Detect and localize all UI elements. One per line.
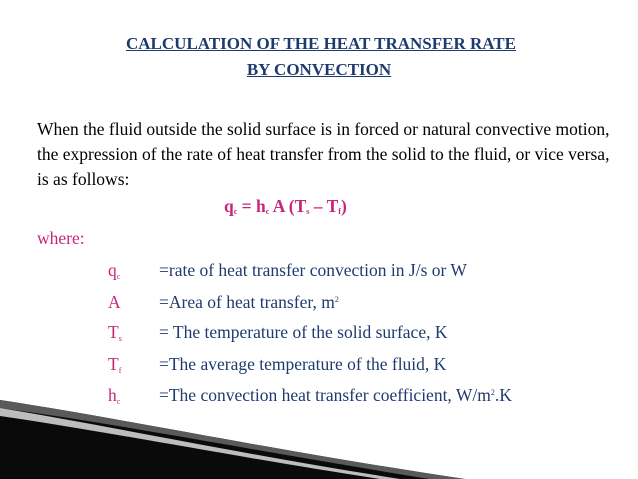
definition-description: =Area of heat transfer, m (159, 292, 335, 312)
formula-q: q (224, 196, 234, 216)
slide-title-line-2: BY CONVECTION (246, 60, 392, 79)
symbol-subscript: s (118, 334, 122, 343)
intro-paragraph: When the fluid outside the solid surface is in forced or natural convective motion, the expression of the rate of heat transfer from the solid to the fluid, or vice versa, is as follows: (37, 119, 610, 189)
symbol-subscript: c (116, 272, 121, 281)
symbol-letter: A (108, 292, 121, 312)
formula-minus-tf: – T (309, 196, 339, 216)
definition-description: =The convection heat transfer coefficient, W/m (159, 385, 491, 405)
decorative-swoosh (0, 400, 638, 479)
symbol-letter: q (108, 260, 117, 280)
definition-symbol (108, 354, 121, 375)
heat-transfer-formula (224, 196, 347, 217)
definition-symbol (108, 292, 121, 313)
definition-symbol (108, 322, 122, 343)
where-label: where: (37, 228, 85, 248)
definition-text (159, 260, 467, 281)
symbol-letter: h (108, 385, 117, 405)
symbol-letter: T (108, 354, 119, 374)
symbol-subscript: c (116, 397, 121, 406)
symbol-subscript: f (118, 366, 122, 375)
formula-ts-subscript: s (306, 207, 310, 216)
unit-tail: .K (494, 385, 512, 405)
definition-text (159, 322, 447, 343)
unit-superscript: 2 (490, 388, 495, 397)
formula-close-paren: ) (340, 196, 347, 216)
unit-superscript: 2 (334, 295, 339, 304)
formula-h-subscript: c (265, 207, 270, 216)
symbol-letter: T (108, 322, 119, 342)
definition-symbol (108, 260, 120, 281)
definition-text (159, 292, 339, 313)
definition-description: = The temperature of the solid surface, K (159, 322, 448, 342)
formula-area-ts: A (T (269, 196, 307, 216)
formula-tf-subscript: f (338, 207, 341, 216)
formula-q-subscript: c (233, 207, 238, 216)
definition-description: =The average temperature of the fluid, K (159, 354, 447, 374)
slide-title-line-1: CALCULATION OF THE HEAT TRANSFER RATE (126, 34, 516, 53)
definition-text (159, 354, 446, 375)
definition-description: =rate of heat transfer convection in J/s or W (159, 260, 467, 280)
formula-equals-h: = h (237, 196, 266, 216)
